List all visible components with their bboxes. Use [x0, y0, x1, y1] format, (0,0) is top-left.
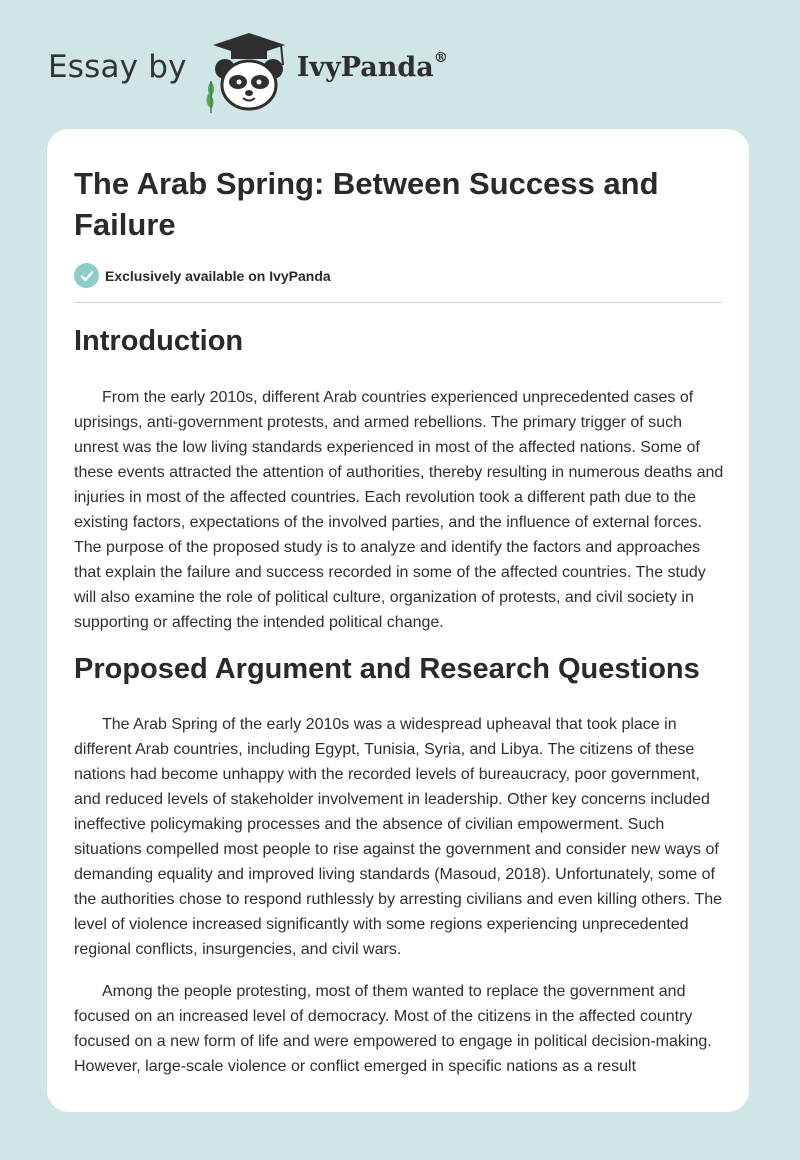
site-header [48, 28, 748, 118]
brand-name[interactable] [296, 49, 448, 83]
exclusive-badge [74, 263, 331, 288]
brand-label: IvyPanda [296, 51, 434, 83]
registered-mark: ® [433, 49, 448, 66]
essay-card [47, 129, 749, 1112]
argument-paragraph-2: Among the people protesting, most of them wanted to replace the government and focused on an increased level of democracy. Most of the citizens in the affected country focused on a new form of life and were empowered to engage in political decision-making. However, large-scale violence or conflict emerged in specific nations as a result [74, 983, 712, 1075]
essay-by-label: Essay by [48, 49, 187, 85]
page-title: The Arab Spring: Between Success and Failure [74, 166, 659, 242]
check-circle-icon [74, 263, 99, 288]
intro-paragraph: From the early 2010s, different Arab countries experienced unprecedented cases of uprisings, anti-government protests, and armed rebellions. The primary trigger of such unrest was the low living standards experienced in most of the affected nations. Some of these events attracted the attention of authorities, thereby resulting in numerous deaths and injuries in most of the affected countries. Each revolution took a different path due to the existing factors, expectations of the involved parties, and the influence of external forces. The purpose of the proposed study is to analyze and identify the factors and approaches that explain the failure and success recorded in some of the affected countries. The study will also examine the role of political culture, organization of protests, and civil society in supporting or affecting the intended political change. [74, 389, 724, 631]
panda-graduate-icon[interactable] [203, 31, 295, 115]
divider [74, 302, 722, 303]
section-heading-introduction: Introduction [74, 325, 244, 357]
section-heading-proposed-argument: Proposed Argument and Research Questions [74, 653, 700, 685]
argument-paragraph-1: The Arab Spring of the early 2010s was a widespread upheaval that took place in different Arab countries, including Egypt, Tunisia, Syria, and Libya. The citizens of these nations had become unhappy with the recorded levels of bureaucracy, poor government, and reduced levels of stakeholder involvement in leadership. Other key concerns included ineffective policymaking processes and the absence of civilian empowerment. Such situations compelled most people to rise against the government and consider new ways of demanding equality and improved living standards (Masoud, 2018). Unfortunately, some of the authorities chose to respond ruthlessly by arresting civilians and even killing others. The level of violence increased significantly with some regions experiencing unprecedented regional conflicts, insurgencies, and civil wars. [74, 716, 723, 958]
exclusive-badge-text: Exclusively available on IvyPanda [105, 267, 331, 284]
